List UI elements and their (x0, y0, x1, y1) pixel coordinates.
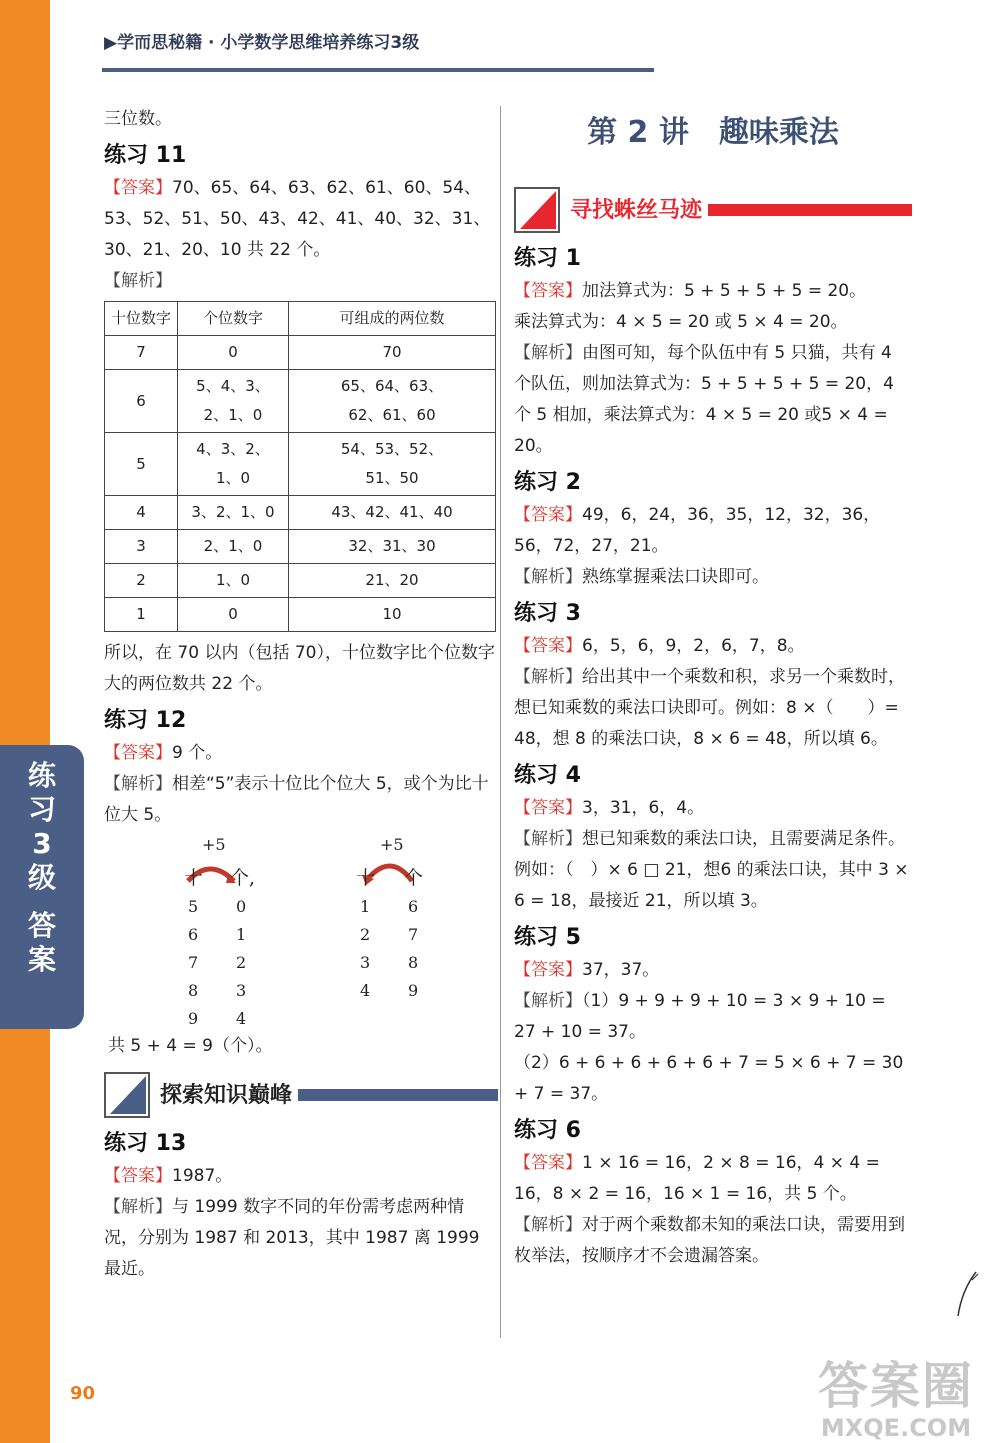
analysis-text-2: （2）6 + 6 + 6 + 6 + 6 + 7 = 5 × 6 + 7 = 30 + 7 = 37。 (514, 1053, 904, 1104)
exercise-title: 练习 1 (514, 246, 581, 271)
analysis-paragraph (514, 562, 912, 593)
table-header: 可组成的两位数 (289, 302, 496, 336)
right-column (514, 104, 912, 1272)
digit: 4 (236, 1009, 247, 1028)
table-row (105, 433, 496, 496)
table-cell: 3、2、1、0 (178, 496, 289, 530)
table-cell: 1、0 (178, 564, 289, 598)
answer-tag: 【答案】 (104, 743, 172, 763)
analysis-tag: 【解析】 (104, 1197, 172, 1217)
answer-tag: 【答案】 (514, 636, 582, 656)
analysis-tag: 【解析】 (104, 271, 172, 291)
watermark (818, 1346, 974, 1442)
table-row (105, 564, 496, 598)
digit: 9 (188, 1009, 199, 1028)
table-cell: 5、4、3、 2、1、0 (178, 370, 289, 433)
section-title: 寻找蛛丝马迹 (570, 197, 703, 223)
pencil-scratch (952, 1270, 982, 1330)
analysis-text: 对于两个乘数都未知的乘法口诀，需要用到枚举法，按顺序才不会遗漏答案。 (514, 1215, 905, 1266)
table-cell: 10 (289, 598, 496, 632)
running-header: ▶学而思秘籍 · 小学数学思维培养练习3级 (104, 33, 420, 53)
answer-tag: 【答案】 (104, 1166, 172, 1186)
analysis-tag: 【解析】 (514, 567, 582, 587)
analysis-text: （1）9 + 9 + 9 + 10 = 3 × 9 + 10 = 27 + 10 = 37。 (514, 991, 886, 1042)
table-cell: 1 (105, 598, 178, 632)
answer-text: 49，6，24，36，35，12，32，36，56，72，27，21。 (514, 505, 881, 556)
arc-label: +5 (202, 835, 226, 854)
exercise-title: 练习 13 (104, 1131, 187, 1156)
plus-five-arcs (104, 831, 498, 891)
digit-head-ones: 个 (404, 867, 424, 889)
answer-tag: 【答案】 (514, 960, 582, 980)
section-header-clues (514, 182, 912, 238)
header-rule (102, 68, 654, 72)
table-cell: 2、1、0 (178, 530, 289, 564)
watermark-logo: 答案圈 (818, 1357, 974, 1415)
analysis-text: 由图可知，每个队伍中有 5 只猫，共有 4 个队伍，则加法算式为：5 + 5 + 5 + 5 = 20，4 个 5 相加，乘法算式为：4 × 5 = 20 或5 × 4 = 20。 (514, 343, 894, 456)
table-row (105, 370, 496, 433)
table-row (105, 336, 496, 370)
exercise-title: 练习 3 (514, 601, 581, 626)
exercise-title: 练习 6 (514, 1118, 581, 1143)
answer-text: 1 × 16 = 16，2 × 8 = 16，4 × 4 = 16，8 × 2 = 16，16 × 1 = 16，共 5 个。 (514, 1153, 880, 1204)
table-cell: 6 (105, 370, 178, 433)
digit: 4 (360, 981, 371, 1000)
analysis-paragraph (104, 1192, 498, 1285)
answer-tag: 【答案】 (104, 178, 172, 198)
right-ones-column (408, 893, 418, 1005)
answer-paragraph (514, 500, 912, 562)
answer-text: 70、65、64、63、62、61、60、54、53、52、51、50、43、42、41、40、32、31、30、21、20、10 共 22 个。 (104, 178, 491, 260)
answer-extra: 乘法算式为：4 × 5 = 20 或 5 × 4 = 20。 (514, 312, 848, 332)
answer-text: 9 个。 (172, 743, 223, 763)
analysis-paragraph (514, 986, 912, 1048)
section-bar (298, 1089, 498, 1101)
exercise-title: 练习 11 (104, 143, 187, 168)
analysis-paragraph (514, 1210, 912, 1272)
digits-table (104, 301, 496, 632)
side-tab (0, 745, 84, 1029)
digit-head-tens: 十 (356, 867, 376, 889)
digit: 6 (408, 897, 419, 916)
digit: 1 (236, 925, 247, 944)
answer-paragraph (514, 276, 912, 307)
table-cell: 7 (105, 336, 178, 370)
digit: 8 (188, 981, 199, 1000)
table-cell: 0 (178, 336, 289, 370)
answer-paragraph (514, 631, 912, 662)
exercise-title: 练习 12 (104, 708, 187, 733)
analysis-text: 与 1999 数字不同的年份需考虑两种情况，分别为 1987 和 2013，其中 1987 离 1999 最近。 (104, 1197, 480, 1279)
analysis-paragraph (514, 662, 912, 755)
digit: 8 (408, 953, 419, 972)
analysis-paragraph (514, 824, 912, 917)
table-cell: 54、53、52、 51、50 (289, 433, 496, 496)
section-bar (708, 204, 912, 216)
analysis-text: 想已知乘数的乘法口诀，且需要满足条件。例如：（ ）× 6 □ 21，想6 的乘法口诀，其中 3 × 6 = 18，最接近 21，所以填 3。 (514, 829, 909, 911)
intro-text: 三位数。 (104, 109, 172, 129)
answer-text: 6，5，6，9，2，6，7，8。 (582, 636, 805, 656)
table-cell: 3 (105, 530, 178, 564)
side-tab-char: 级 (27, 861, 56, 894)
conclusion-text: 所以，在 70 以内（包括 70），十位数字比个位数字大的两位数共 22 个。 (104, 643, 495, 694)
answer-paragraph (104, 1161, 498, 1192)
orange-edge-strip (0, 0, 50, 1443)
table-cell: 4、3、2、 1、0 (178, 433, 289, 496)
analysis-tag: 【解析】 (514, 667, 582, 687)
digit-head-ones: 个, (230, 867, 256, 889)
table-cell: 5 (105, 433, 178, 496)
exercise-title: 练习 5 (514, 925, 581, 950)
answer-text: 3，31，6，4。 (582, 798, 705, 818)
left-column (104, 104, 498, 1285)
section-header-explore (104, 1067, 498, 1123)
answer-paragraph (514, 1148, 912, 1210)
analysis-text: 熟练掌握乘法口诀即可。 (582, 567, 769, 587)
side-tab-char: 3 (32, 827, 52, 860)
table-cell: 43、42、41、40 (289, 496, 496, 530)
table-cell: 0 (178, 598, 289, 632)
table-row (105, 496, 496, 530)
analysis-text: 相差“5”表示十位比个位大 5，或个为比十位大 5。 (104, 774, 489, 825)
lesson-title: 第 2 讲 趣味乘法 (587, 115, 839, 150)
answer-tag: 【答案】 (514, 1153, 582, 1173)
answer-paragraph (104, 738, 498, 769)
analysis-tag: 【解析】 (514, 343, 582, 363)
exercise-title: 练习 2 (514, 470, 581, 495)
side-tab-char: 答 (27, 909, 56, 942)
table-row (105, 530, 496, 564)
digit-diagram (104, 831, 498, 1063)
digit: 1 (360, 897, 371, 916)
total-text: 共 5 + 4 = 9（个）。 (108, 1036, 273, 1056)
table-cell: 2 (105, 564, 178, 598)
answer-paragraph (104, 173, 498, 266)
answer-tag: 【答案】 (514, 505, 582, 525)
side-tab-char: 练 (27, 759, 56, 792)
section-triangle-icon (104, 1072, 150, 1118)
digit: 3 (236, 981, 247, 1000)
digit-head-tens: 十 (184, 867, 204, 889)
table-cell: 70 (289, 336, 496, 370)
analysis-tag: 【解析】 (514, 991, 582, 1011)
side-tab-char: 案 (27, 943, 56, 976)
digit: 7 (408, 925, 419, 944)
table-header: 十位数字 (105, 302, 178, 336)
answer-text: 37，37。 (582, 960, 660, 980)
analysis-tag: 【解析】 (514, 1215, 582, 1235)
left-ones-column (236, 893, 246, 1033)
digit: 2 (236, 953, 247, 972)
answer-text: 加法算式为：5 + 5 + 5 + 5 = 20。 (582, 281, 867, 301)
answer-paragraph (514, 955, 912, 986)
table-row (105, 598, 496, 632)
analysis-paragraph (514, 338, 912, 462)
analysis-tag: 【解析】 (104, 774, 172, 794)
table-cell: 65、64、63、 62、61、60 (289, 370, 496, 433)
table-header: 个位数字 (178, 302, 289, 336)
answer-tag: 【答案】 (514, 281, 582, 301)
digit: 5 (188, 897, 199, 916)
digit: 7 (188, 953, 199, 972)
digit: 6 (188, 925, 199, 944)
exercise-title: 练习 4 (514, 763, 581, 788)
side-tab-char: 习 (27, 793, 56, 826)
section-title: 探索知识巅峰 (160, 1082, 293, 1108)
digit: 0 (236, 897, 247, 916)
answer-text: 1987。 (172, 1166, 233, 1186)
table-cell: 21、20 (289, 564, 496, 598)
left-tens-column (188, 893, 198, 1033)
watermark-url: MXQE.COM (820, 1414, 972, 1442)
analysis-text: 给出其中一个乘数和积，求另一个乘数时，想已知乘数的乘法口诀即可。例如：8 ×（ ）= 48，想 8 的乘法口诀，8 × 6 = 48，所以填 6。 (514, 667, 905, 749)
right-tens-column (360, 893, 370, 1005)
section-triangle-icon (514, 187, 560, 233)
digit: 9 (408, 981, 419, 1000)
analysis-paragraph (104, 769, 498, 831)
table-cell: 32、31、30 (289, 530, 496, 564)
column-divider (500, 106, 501, 1338)
table-header-row (105, 302, 496, 336)
table-cell: 4 (105, 496, 178, 530)
page-number: 90 (70, 1383, 96, 1404)
analysis-tag: 【解析】 (514, 829, 582, 849)
digit: 3 (360, 953, 371, 972)
arc-label: +5 (380, 835, 404, 854)
digit: 2 (360, 925, 371, 944)
answer-tag: 【答案】 (514, 798, 582, 818)
answer-paragraph (514, 793, 912, 824)
